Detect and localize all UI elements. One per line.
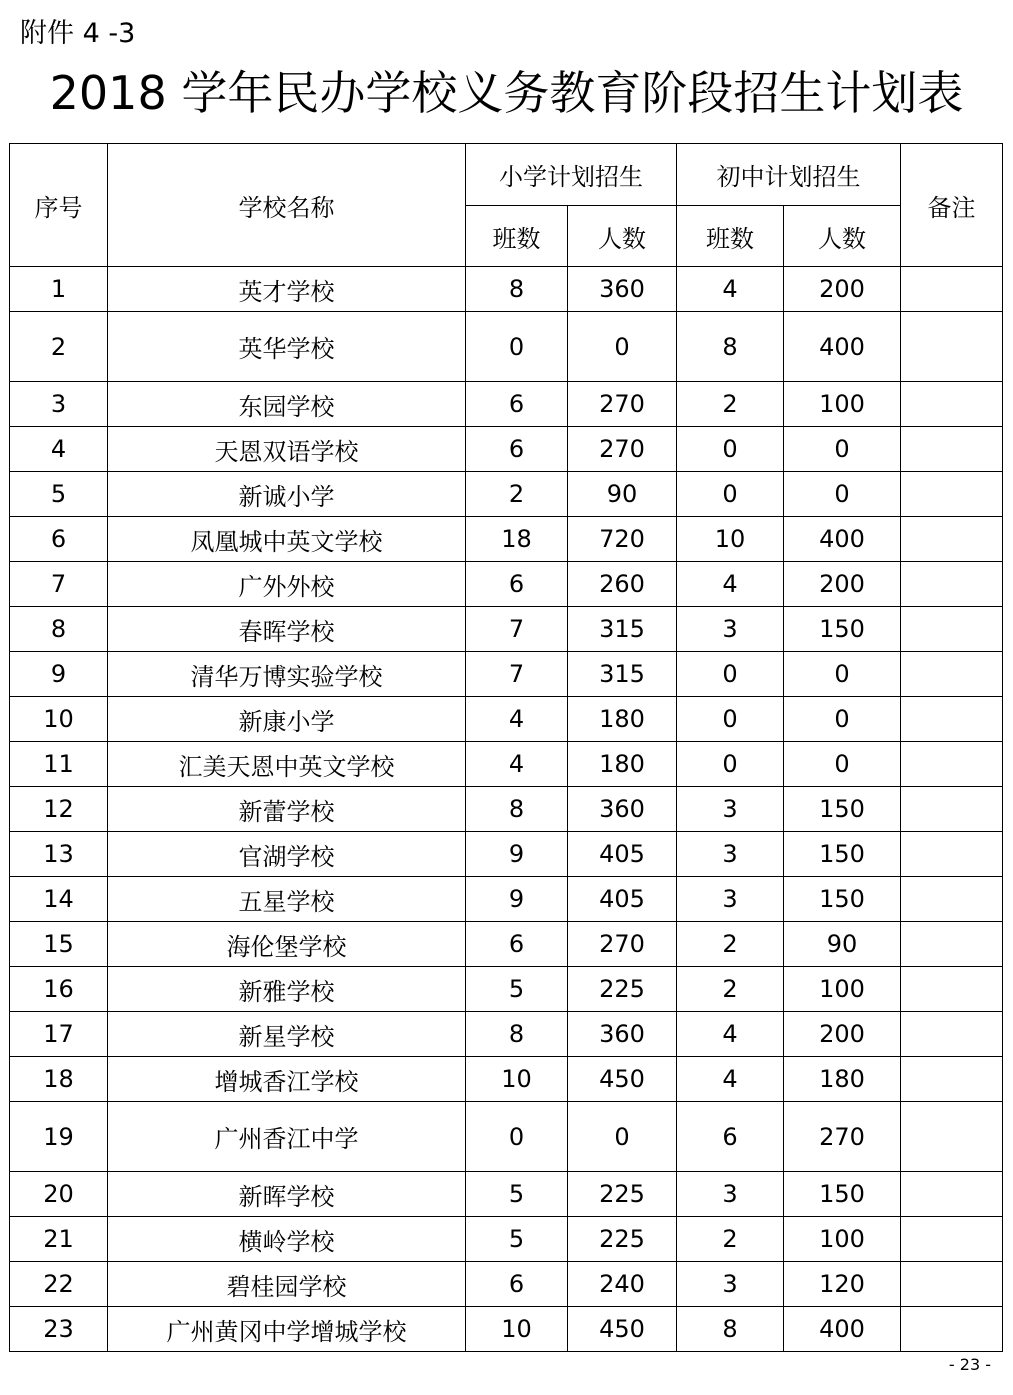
cell-primary-students: 225 [568, 967, 677, 1012]
table-row [10, 562, 1003, 607]
cell-school-name: 广外外校 [108, 562, 466, 607]
table-row [10, 1307, 1003, 1352]
table-row [10, 1057, 1003, 1102]
cell-junior-students: 200 [784, 1012, 901, 1057]
table-row [10, 1217, 1003, 1262]
cell-remarks [901, 787, 1003, 832]
cell-remarks [901, 877, 1003, 922]
cell-junior-students: 0 [784, 472, 901, 517]
cell-seq: 9 [10, 652, 108, 697]
cell-junior-classes: 2 [677, 922, 784, 967]
cell-junior-classes: 8 [677, 312, 784, 382]
cell-seq: 12 [10, 787, 108, 832]
cell-school-name: 横岭学校 [108, 1217, 466, 1262]
cell-junior-students: 0 [784, 652, 901, 697]
cell-remarks [901, 742, 1003, 787]
cell-primary-students: 360 [568, 787, 677, 832]
cell-junior-students: 120 [784, 1262, 901, 1307]
cell-remarks [901, 697, 1003, 742]
cell-primary-classes: 6 [466, 1262, 568, 1307]
cell-seq: 11 [10, 742, 108, 787]
cell-remarks [901, 652, 1003, 697]
cell-primary-students: 0 [568, 312, 677, 382]
cell-seq: 19 [10, 1102, 108, 1172]
cell-seq: 7 [10, 562, 108, 607]
cell-junior-classes: 4 [677, 562, 784, 607]
cell-junior-students: 150 [784, 787, 901, 832]
cell-junior-classes: 3 [677, 1172, 784, 1217]
cell-junior-classes: 0 [677, 427, 784, 472]
cell-junior-classes: 3 [677, 607, 784, 652]
table-row [10, 1172, 1003, 1217]
cell-school-name: 凤凰城中英文学校 [108, 517, 466, 562]
cell-primary-students: 360 [568, 1012, 677, 1057]
cell-remarks [901, 562, 1003, 607]
cell-primary-classes: 6 [466, 382, 568, 427]
cell-junior-students: 200 [784, 562, 901, 607]
cell-junior-students: 100 [784, 1217, 901, 1262]
cell-school-name: 广州香江中学 [108, 1102, 466, 1172]
cell-junior-classes: 3 [677, 832, 784, 877]
cell-school-name: 新康小学 [108, 697, 466, 742]
cell-remarks [901, 1217, 1003, 1262]
cell-junior-classes: 8 [677, 1307, 784, 1352]
cell-primary-students: 270 [568, 427, 677, 472]
cell-school-name: 新蕾学校 [108, 787, 466, 832]
cell-junior-classes: 2 [677, 1217, 784, 1262]
cell-seq: 16 [10, 967, 108, 1012]
cell-school-name: 新星学校 [108, 1012, 466, 1057]
cell-seq: 22 [10, 1262, 108, 1307]
cell-primary-students: 450 [568, 1307, 677, 1352]
cell-primary-classes: 9 [466, 877, 568, 922]
cell-seq: 6 [10, 517, 108, 562]
cell-junior-students: 180 [784, 1057, 901, 1102]
cell-primary-classes: 5 [466, 1172, 568, 1217]
cell-primary-students: 225 [568, 1217, 677, 1262]
cell-school-name: 东园学校 [108, 382, 466, 427]
cell-school-name: 新雅学校 [108, 967, 466, 1012]
cell-school-name: 汇美天恩中英文学校 [108, 742, 466, 787]
cell-remarks [901, 427, 1003, 472]
cell-primary-students: 405 [568, 877, 677, 922]
cell-junior-classes: 4 [677, 1057, 784, 1102]
cell-seq: 8 [10, 607, 108, 652]
cell-seq: 20 [10, 1172, 108, 1217]
cell-school-name: 广州黄冈中学增城学校 [108, 1307, 466, 1352]
cell-primary-students: 225 [568, 1172, 677, 1217]
cell-seq: 23 [10, 1307, 108, 1352]
cell-primary-classes: 0 [466, 1102, 568, 1172]
cell-primary-students: 180 [568, 697, 677, 742]
cell-junior-students: 0 [784, 427, 901, 472]
header-junior-classes: 班数 [677, 206, 784, 267]
cell-junior-students: 400 [784, 312, 901, 382]
cell-junior-classes: 0 [677, 697, 784, 742]
cell-seq: 21 [10, 1217, 108, 1262]
cell-junior-students: 400 [784, 517, 901, 562]
cell-junior-classes: 2 [677, 967, 784, 1012]
cell-remarks [901, 312, 1003, 382]
table-row [10, 742, 1003, 787]
cell-seq: 10 [10, 697, 108, 742]
header-junior-students: 人数 [784, 206, 901, 267]
table-row [10, 472, 1003, 517]
cell-school-name: 海伦堡学校 [108, 922, 466, 967]
cell-remarks [901, 1262, 1003, 1307]
cell-primary-classes: 7 [466, 607, 568, 652]
cell-junior-classes: 3 [677, 787, 784, 832]
cell-seq: 2 [10, 312, 108, 382]
cell-seq: 3 [10, 382, 108, 427]
cell-seq: 15 [10, 922, 108, 967]
cell-school-name: 增城香江学校 [108, 1057, 466, 1102]
cell-primary-students: 0 [568, 1102, 677, 1172]
cell-primary-classes: 4 [466, 697, 568, 742]
cell-junior-students: 90 [784, 922, 901, 967]
cell-seq: 4 [10, 427, 108, 472]
cell-primary-classes: 9 [466, 832, 568, 877]
cell-school-name: 春晖学校 [108, 607, 466, 652]
cell-primary-classes: 2 [466, 472, 568, 517]
cell-school-name: 官湖学校 [108, 832, 466, 877]
cell-junior-classes: 0 [677, 472, 784, 517]
header-seq: 序号 [10, 144, 108, 267]
cell-primary-classes: 4 [466, 742, 568, 787]
table-row [10, 517, 1003, 562]
table-row [10, 1012, 1003, 1057]
table-row [10, 967, 1003, 1012]
cell-primary-classes: 5 [466, 1217, 568, 1262]
cell-primary-students: 315 [568, 652, 677, 697]
table-row [10, 652, 1003, 697]
cell-primary-students: 315 [568, 607, 677, 652]
header-primary-students: 人数 [568, 206, 677, 267]
table-row [10, 267, 1003, 312]
cell-junior-students: 0 [784, 742, 901, 787]
cell-remarks [901, 517, 1003, 562]
cell-remarks [901, 607, 1003, 652]
cell-primary-students: 270 [568, 382, 677, 427]
cell-remarks [901, 472, 1003, 517]
cell-primary-students: 260 [568, 562, 677, 607]
cell-remarks [901, 832, 1003, 877]
cell-remarks [901, 967, 1003, 1012]
cell-primary-classes: 6 [466, 562, 568, 607]
cell-junior-students: 200 [784, 267, 901, 312]
cell-primary-students: 360 [568, 267, 677, 312]
cell-junior-students: 150 [784, 1172, 901, 1217]
cell-junior-classes: 6 [677, 1102, 784, 1172]
cell-remarks [901, 1012, 1003, 1057]
cell-primary-classes: 8 [466, 267, 568, 312]
cell-primary-students: 405 [568, 832, 677, 877]
cell-seq: 14 [10, 877, 108, 922]
cell-remarks [901, 1307, 1003, 1352]
cell-primary-classes: 6 [466, 427, 568, 472]
cell-remarks [901, 1057, 1003, 1102]
enrollment-plan-table [9, 143, 1003, 1352]
cell-junior-students: 150 [784, 607, 901, 652]
cell-junior-classes: 3 [677, 877, 784, 922]
table-row [10, 382, 1003, 427]
table-row [10, 1102, 1003, 1172]
cell-primary-classes: 0 [466, 312, 568, 382]
cell-primary-students: 240 [568, 1262, 677, 1307]
cell-remarks [901, 1172, 1003, 1217]
cell-school-name: 新诚小学 [108, 472, 466, 517]
cell-junior-classes: 0 [677, 652, 784, 697]
cell-primary-students: 450 [568, 1057, 677, 1102]
cell-seq: 13 [10, 832, 108, 877]
table-body [10, 267, 1003, 1352]
table-row [10, 1262, 1003, 1307]
cell-junior-classes: 4 [677, 267, 784, 312]
cell-school-name: 英才学校 [108, 267, 466, 312]
header-primary-plan: 小学计划招生 [466, 144, 677, 206]
attachment-label: 附件 4 -3 [20, 18, 136, 49]
cell-junior-classes: 2 [677, 382, 784, 427]
header-school-name: 学校名称 [108, 144, 466, 267]
cell-seq: 5 [10, 472, 108, 517]
table-row [10, 697, 1003, 742]
cell-junior-students: 400 [784, 1307, 901, 1352]
page-title: 2018 学年民办学校义务教育阶段招生计划表 [49, 66, 964, 120]
page-number: - 23 - [948, 1355, 991, 1374]
cell-primary-students: 90 [568, 472, 677, 517]
cell-seq: 18 [10, 1057, 108, 1102]
table-row [10, 607, 1003, 652]
cell-school-name: 五星学校 [108, 877, 466, 922]
cell-remarks [901, 382, 1003, 427]
cell-junior-classes: 4 [677, 1012, 784, 1057]
cell-junior-students: 150 [784, 832, 901, 877]
cell-primary-classes: 10 [466, 1057, 568, 1102]
cell-junior-students: 0 [784, 697, 901, 742]
table-row [10, 922, 1003, 967]
cell-seq: 1 [10, 267, 108, 312]
cell-primary-classes: 18 [466, 517, 568, 562]
cell-primary-students: 720 [568, 517, 677, 562]
cell-school-name: 天恩双语学校 [108, 427, 466, 472]
cell-junior-classes: 3 [677, 1262, 784, 1307]
cell-primary-students: 270 [568, 922, 677, 967]
cell-junior-students: 270 [784, 1102, 901, 1172]
cell-remarks [901, 1102, 1003, 1172]
cell-primary-classes: 5 [466, 967, 568, 1012]
header-primary-classes: 班数 [466, 206, 568, 267]
cell-primary-classes: 8 [466, 1012, 568, 1057]
cell-primary-classes: 10 [466, 1307, 568, 1352]
table-row [10, 832, 1003, 877]
cell-junior-students: 100 [784, 967, 901, 1012]
table-row [10, 787, 1003, 832]
cell-seq: 17 [10, 1012, 108, 1057]
cell-primary-classes: 7 [466, 652, 568, 697]
cell-school-name: 新晖学校 [108, 1172, 466, 1217]
cell-remarks [901, 922, 1003, 967]
cell-junior-classes: 10 [677, 517, 784, 562]
cell-school-name: 英华学校 [108, 312, 466, 382]
table-row [10, 427, 1003, 472]
cell-junior-students: 100 [784, 382, 901, 427]
header-junior-plan: 初中计划招生 [677, 144, 901, 206]
cell-junior-classes: 0 [677, 742, 784, 787]
table-row [10, 312, 1003, 382]
cell-remarks [901, 267, 1003, 312]
cell-primary-classes: 6 [466, 922, 568, 967]
cell-primary-students: 180 [568, 742, 677, 787]
cell-school-name: 清华万博实验学校 [108, 652, 466, 697]
cell-school-name: 碧桂园学校 [108, 1262, 466, 1307]
cell-junior-students: 150 [784, 877, 901, 922]
table-row [10, 877, 1003, 922]
header-remarks: 备注 [901, 144, 1003, 267]
cell-primary-classes: 8 [466, 787, 568, 832]
